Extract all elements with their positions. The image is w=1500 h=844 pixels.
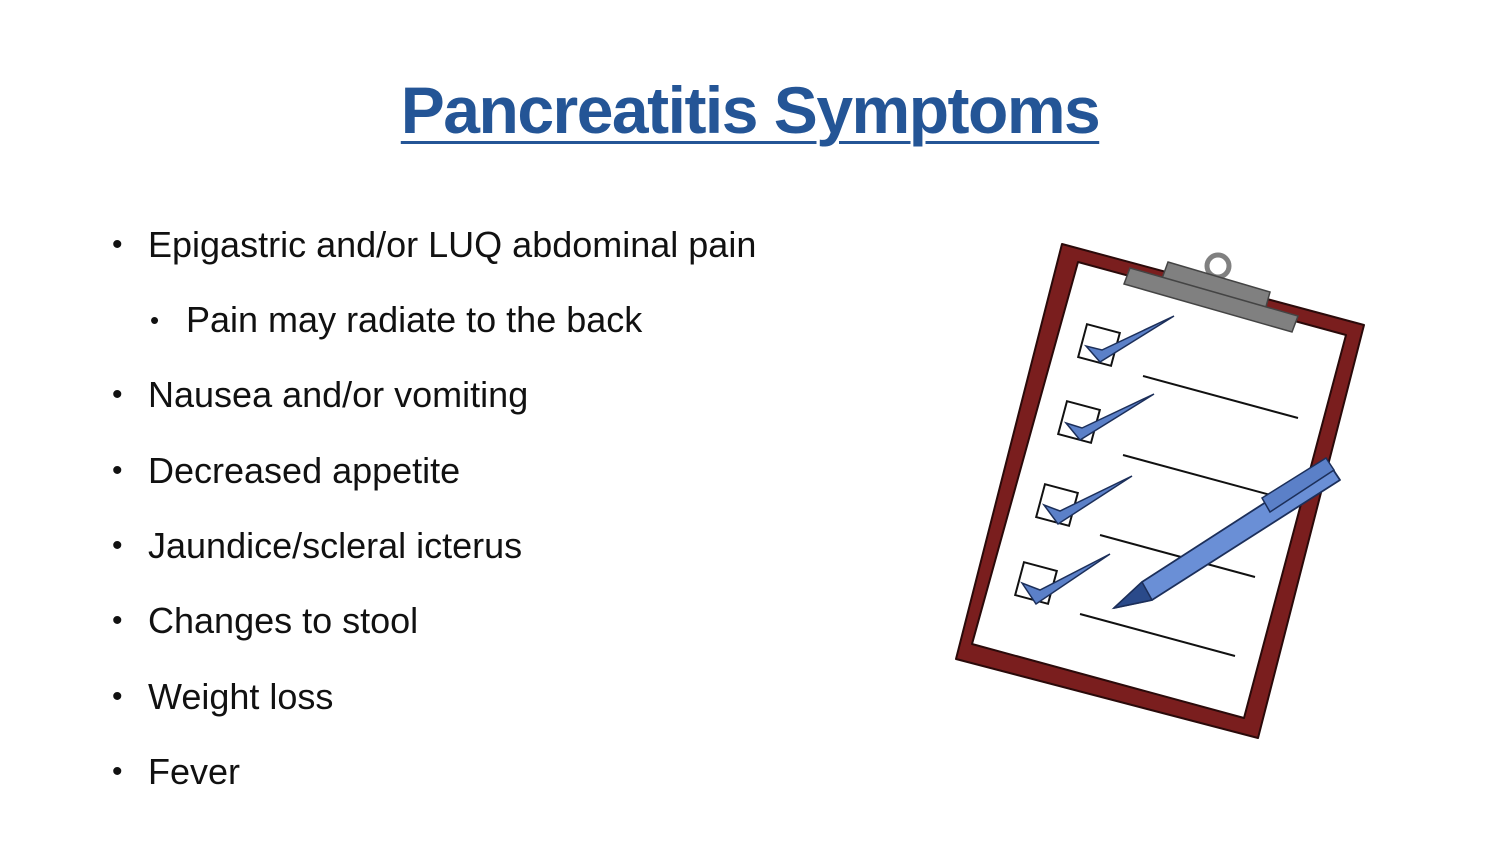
bullet-dot: • xyxy=(112,378,123,411)
bullet-text: Decreased appetite xyxy=(148,450,461,491)
clipboard-checklist-icon xyxy=(930,230,1380,760)
slide-title: Pancreatitis Symptoms xyxy=(400,73,1100,147)
bullet-dot: • xyxy=(112,228,123,261)
bullet-dot: • xyxy=(150,305,160,335)
bullet-dot: • xyxy=(112,604,123,637)
bullet-text: Weight loss xyxy=(148,676,334,717)
bullet-text: Epigastric and/or LUQ abdominal pain xyxy=(148,224,757,265)
bullet-dot: • xyxy=(112,454,123,487)
bullet-text: Nausea and/or vomiting xyxy=(148,374,529,415)
bullet-text: Changes to stool xyxy=(148,600,419,641)
bullet-dot: • xyxy=(112,755,123,788)
bullet-dot: • xyxy=(112,680,123,713)
bullet-text: Pain may radiate to the back xyxy=(186,299,643,340)
bullet-text: Jaundice/scleral icterus xyxy=(148,525,523,566)
bullet-dot: • xyxy=(112,529,123,562)
bullet-text: Fever xyxy=(148,751,241,792)
